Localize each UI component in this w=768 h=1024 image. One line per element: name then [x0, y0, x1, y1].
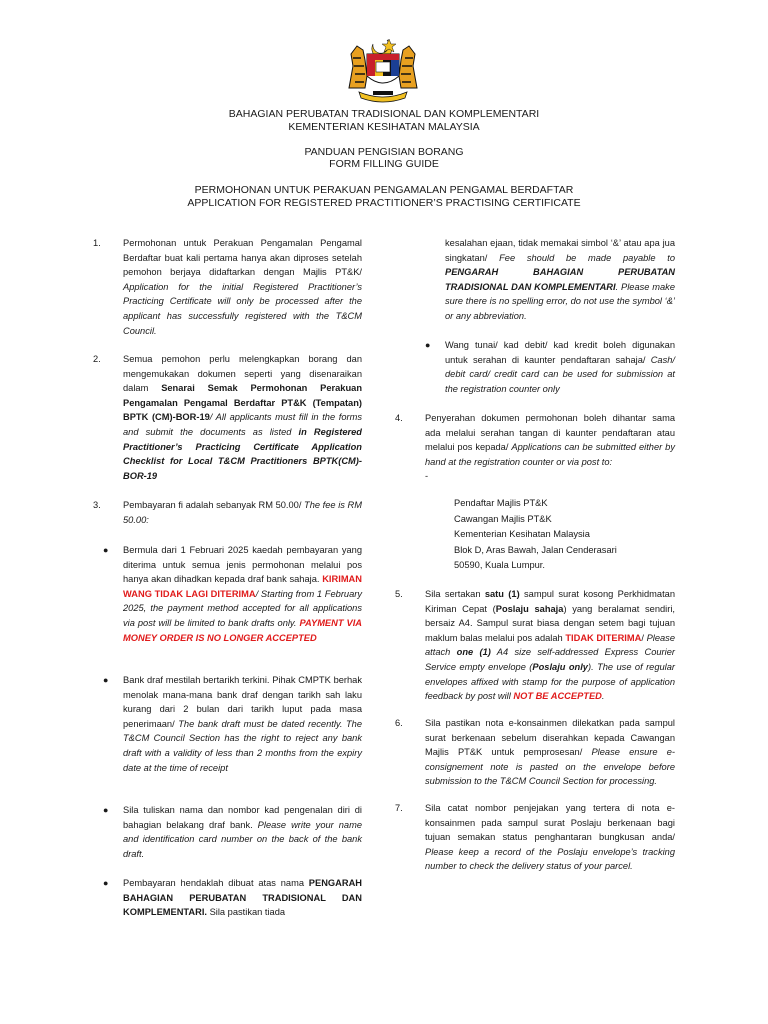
bullet-icon: ●	[103, 545, 109, 555]
checklist-name-ms: Senarai Semak Permohonan Perakuan Pengamalan Pengamal Berdaftar PT&K (Tempatan) BPTK (CM)-BOR-19	[123, 383, 363, 423]
postal-address	[454, 496, 617, 574]
bullet-text-en: . Please make sure there is no spelling error, do not use the symbol ‘&’ or any abbreviation.	[445, 281, 675, 321]
bullet-icon: ●	[103, 805, 109, 815]
item-number: 3.	[93, 500, 101, 510]
bullet-text-ms: Bermula dari 1 Februari 2025 kaedah pembayaran yang diterima untuk semua jenis permohonan melalui pos hanya akan dihadkan kepada draf bank sahaja.	[123, 545, 362, 585]
bullet-draft-validity	[103, 673, 363, 775]
bullet-payee	[103, 876, 362, 920]
item-text-en-bold: Poslaju only	[532, 661, 588, 672]
item-6	[395, 716, 675, 789]
address-line: Blok D, Aras Bawah, Jalan Cenderasari	[454, 544, 617, 555]
warning-text-ms: KIRIMAN WANG TIDAK LAGI DITERIMA	[123, 574, 362, 599]
item-text-en: Please attach	[425, 632, 676, 658]
ministry-name: KEMENTERIAN KESIHATAN MALAYSIA	[288, 121, 480, 133]
bullet-text-en: The bank draft must be dated recently. The T&CM Council Section has the right to reject any bank draft with a validity of less than 2 months from the expiry date at the time of receipt	[123, 718, 363, 773]
guide-title-en: FORM FILLING GUIDE	[329, 158, 439, 170]
doc-title-ms: PERMOHONAN UNTUK PERAKUAN PENGAMALAN PENGAMAL BERDAFTAR	[194, 184, 574, 196]
item-text-en: ). The use of regular envelopes affixed with stamp for the purpose of application feedback by post will	[425, 661, 676, 702]
item-text-en: Application for the initial Registered Practitioner’s Practicing Certificate will only be processed after the applicant has successfully registered with the T&CM Council.	[123, 281, 362, 336]
item-3	[93, 498, 362, 527]
address-line: 50590, Kuala Lumpur.	[454, 560, 545, 570]
item-1	[93, 236, 362, 338]
item-5	[395, 587, 676, 704]
item-2	[93, 352, 363, 483]
item-text-en: Please keep a record of the Poslaju envelope’s tracking number to check the delivery status of your parcel.	[425, 846, 675, 872]
bullet-payee-continued	[445, 236, 675, 324]
item-text-en: / All applicants must fill in the forms and submit the documents as listed	[123, 412, 363, 437]
bullet-icon: ●	[425, 340, 431, 350]
warning-text-ms: TIDAK DITERIMA	[565, 632, 642, 643]
item-text-tail: -	[425, 471, 429, 482]
item-text-ms: Sila sertakan	[425, 589, 485, 599]
item-text-ms: Penyerahan dokumen permohonan boleh dihantar sama ada melalui serahan tangan di kaunter pendaftaran atau melalui pos kepada/	[425, 413, 675, 453]
item-text-en: A4 size self-addressed Express Courier Service empty envelope (	[425, 647, 675, 672]
bullet-write-name	[103, 803, 362, 861]
item-7	[395, 801, 675, 874]
item-text-ms: /	[641, 632, 647, 643]
bullet-bank-draft-only	[103, 543, 363, 645]
item-text-en: Please ensure e-consignement note is pasted on the envelope before submission to the T&CM Council Section for processing.	[425, 747, 675, 787]
item-text-bold: satu (1)	[484, 589, 520, 599]
bullet-text-ms: Pembayaran hendaklah dibuat atas nama	[123, 878, 309, 888]
bullet-text-ms: kesalahan ejaan, tidak memakai simbol ‘&’ atau apa jua singkatan/	[445, 238, 675, 263]
item-text-ms: Sila catat nombor penjejakan yang tertera di nota e-konsainmen pada sampul surat Poslaju berkenaan bagi tujuan semakan status penghantaran bungkusan anda/	[425, 803, 675, 843]
payee-name-en: PENGARAH BAHAGIAN PERUBATAN TRADISIONAL DAN KOMPLEMENTARI	[445, 267, 675, 292]
address-line: Pendaftar Majlis PT&K	[454, 498, 548, 508]
item-text-ms: Permohonan untuk Perakuan Pengamalan Pengamal Berdaftar buat kali pertama hanya akan diproses setelah pemohon berjaya didaftarkan dengan Majlis PT&K/	[123, 238, 362, 278]
item-number: 4.	[395, 413, 403, 423]
warning-text-en: NOT BE ACCEPTED	[513, 691, 602, 702]
payee-name: PENGARAH BAHAGIAN PERUBATAN TRADISIONAL DAN KOMPLEMENTARI.	[123, 878, 362, 918]
warning-text-en: PAYMENT VIA MONEY ORDER IS NO LONGER ACCEPTED	[123, 617, 362, 643]
item-text-en: Applications can be submitted either by hand at the registration counter or via post to:	[425, 442, 675, 467]
item-text-en: .	[601, 691, 605, 702]
address-line: Kementerian Kesihatan Malaysia	[454, 529, 590, 539]
department-name: BAHAGIAN PERUBATAN TRADISIONAL DAN KOMPLEMENTARI	[228, 108, 540, 120]
item-text-en-bold: one (1)	[456, 647, 491, 658]
item-text-ms: sampul surat kosong Perkhidmatan Kiriman Cepat (	[425, 589, 676, 614]
bullet-text-en: Fee should be made payable to	[499, 252, 676, 263]
bullet-text-ms: Sila tuliskan nama dan nombor kad pengenalan diri di bahagian belakang draf bank.	[123, 805, 362, 830]
item-number: 5.	[395, 589, 403, 599]
item-text-bold: Poslaju sahaja	[495, 603, 564, 614]
bullet-icon: ●	[103, 878, 109, 888]
bullet-text-en: Cash/ debit card/ credit card can be used for submission at the registration counter only	[445, 354, 675, 394]
bullet-text-ms: Wang tunai/ kad debit/ kad kredit boleh digunakan untuk serahan di kaunter pendaftaran sahaja/	[445, 340, 675, 365]
doc-title-en: APPLICATION FOR REGISTERED PRACTITIONER’S PRACTISING CERTIFICATE	[187, 197, 581, 209]
address-line: Cawangan Majlis PT&K	[454, 513, 552, 524]
item-text-ms: ) yang beralamat sendiri, bersaiz A4. Sampul surat biasa dengan setem bagi tujuan maklum balas melalui pos adalah	[425, 603, 675, 643]
item-number: 6.	[395, 718, 403, 728]
item-number: 7.	[395, 803, 403, 813]
item-text-ms: Semua pemohon perlu melengkapkan borang dan mengemukakan dokumen seperti yang disenaraikan dalam	[123, 354, 362, 394]
item-text-ms: Pembayaran fi adalah sebanyak RM 50.00/	[123, 500, 305, 510]
bullet-text-en: Please write your name and identification card number on the back of the bank draft.	[123, 819, 362, 859]
bullet-text-en: / Starting from 1 February 2025, the payment method accepted for all applications via post will be limited to bank drafts only.	[123, 588, 363, 628]
item-text-en: The fee is RM 50.00:	[123, 500, 362, 525]
bullet-cash-counter	[425, 338, 675, 396]
item-text-ms: Sila pastikan nota e-konsainmen dilekatkan pada sampul surat berkenaan sebelum diserahkan kepada Cawangan Majlis PT&K untuk pemprosesan/	[425, 718, 675, 758]
bullet-text-ms: Sila pastikan tiada	[207, 907, 286, 918]
bullet-icon: ●	[103, 675, 109, 685]
item-4	[395, 411, 675, 484]
malaysia-coat-of-arms-icon	[343, 36, 423, 104]
bullet-text-ms: Bank draf mestilah bertarikh terkini. Pihak CMPTK berhak menolak mana-mana bank draf dengan tarikh sah laku kurang dari 2 bulan dari tarikh luput pada masa penerimaan/	[123, 675, 362, 729]
item-number: 1.	[93, 238, 101, 248]
checklist-name-en: in Registered Practitioner’s Practicing Certificate Application Checklist for Local T&CM Practitioners BPTK(CM)-BOR-19	[123, 426, 362, 481]
item-number: 2.	[93, 354, 101, 364]
guide-title-ms: PANDUAN PENGISIAN BORANG	[304, 146, 464, 158]
